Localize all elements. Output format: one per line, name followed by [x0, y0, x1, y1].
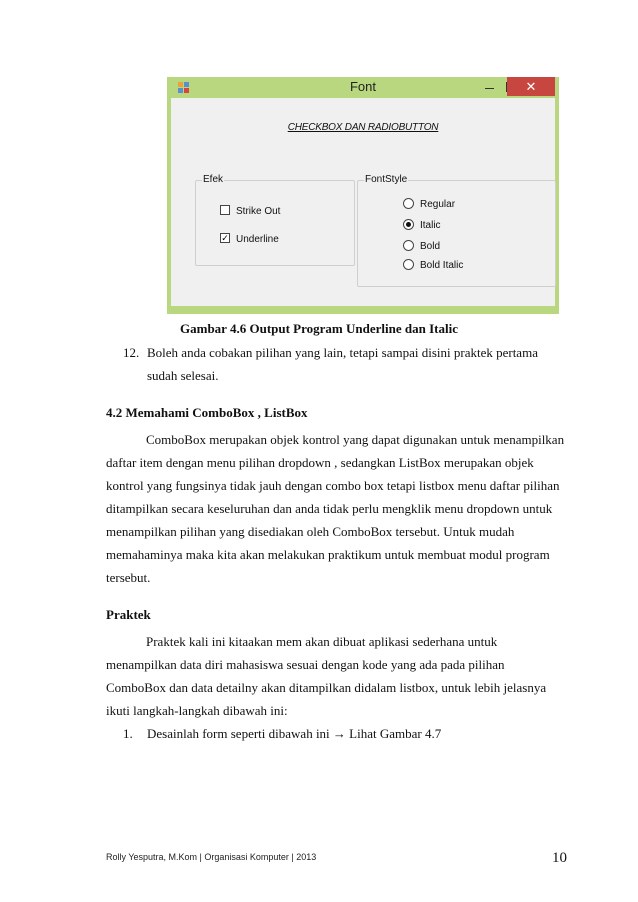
praktek-line: ComboBox dan data detailny akan ditampilkan didalam listbox, untuk lebih jelasnya — [106, 680, 547, 695]
step-1-number: 1. — [123, 726, 133, 741]
step-1-text: Desainlah form seperti dibawah ini — [147, 726, 333, 741]
radio-button[interactable] — [403, 198, 414, 209]
minimize-icon — [485, 88, 494, 89]
step-1-line — [147, 722, 441, 745]
form-window-screenshot — [167, 77, 559, 314]
checkbox-box[interactable] — [220, 205, 230, 215]
step-12-line-1: Boleh anda cobakan pilihan yang lain, tetapi sampai disini praktek pertama — [147, 345, 538, 360]
section-line: ComboBox merupakan objek kontrol yang dapat digunakan untuk menampilkan — [146, 432, 565, 447]
close-icon: ✕ — [525, 79, 537, 94]
minimize-button[interactable] — [478, 77, 500, 96]
checkbox-box-checked[interactable]: ✓ — [221, 233, 229, 244]
section-line: ditampilkan secara keseluruhan dan anda tidak perlu mengklik menu dropdown untuk — [106, 501, 553, 516]
groupbox-fontstyle — [357, 174, 556, 287]
radio-button[interactable] — [403, 240, 414, 251]
section-line: kontrol yang fungsinya tidak jauh dengan combo box tetapi listbox menu daftar pilihan — [106, 478, 560, 493]
step-12-number: 12. — [123, 345, 140, 360]
radio-label: Regular — [420, 199, 456, 210]
section-line: tersebut. — [106, 570, 151, 585]
figure-caption: Gambar 4.6 Output Program Underline dan Italic — [180, 321, 458, 336]
close-button[interactable] — [507, 77, 555, 96]
radio-label: Italic — [420, 220, 441, 231]
section-line: memahaminya maka kita akan melakukan praktikum untuk membuat modul program — [106, 547, 550, 562]
radio-button-selected[interactable] — [403, 219, 414, 230]
arrow-right-icon: → — [332, 726, 346, 741]
page-number: 10 — [552, 850, 567, 866]
checkbox-underline[interactable] — [220, 233, 279, 246]
radio-label: Bold — [420, 241, 441, 252]
step-12-line-2: sudah selesai. — [147, 368, 219, 383]
radio-bold-italic[interactable] — [403, 259, 463, 272]
section-line: menampilkan pilihan yang disediakan oleh ComboBox tersebut. Untuk mudah — [106, 524, 515, 539]
section-line: daftar item dengan menu pilihan dropdown , sedangkan ListBox merupakan objek — [106, 455, 534, 470]
checkbox-strike-out[interactable] — [220, 205, 280, 218]
page-footer-author: Rolly Yesputra, M.Kom | Organisasi Komputer | 2013 — [106, 852, 317, 862]
groupbox-efek — [195, 174, 355, 266]
radio-label: Bold Italic — [420, 260, 464, 271]
radio-regular[interactable] — [403, 198, 455, 211]
groupbox-fontstyle-legend: FontStyle — [365, 174, 408, 185]
groupbox-efek-legend: Efek — [203, 174, 224, 185]
praktek-heading: Praktek — [106, 607, 151, 622]
radio-bold[interactable] — [403, 240, 440, 253]
window-client-area — [171, 98, 555, 306]
step-1-figure-ref: Lihat Gambar 4.7 — [345, 726, 442, 741]
praktek-line: menampilkan data diri mahasiswa sesuai dengan kode yang ada pada pilihan — [106, 657, 505, 672]
praktek-line: ikuti langkah-langkah dibawah ini: — [106, 703, 288, 718]
section-heading: 4.2 Memahami ComboBox , ListBox — [106, 405, 308, 420]
radio-italic[interactable] — [403, 219, 441, 232]
checkbox-label: Underline — [236, 234, 279, 245]
form-heading-label: CHECKBOX DAN RADIOBUTTON — [287, 122, 439, 133]
radio-button[interactable] — [403, 259, 414, 270]
window-title: Font — [349, 79, 376, 94]
praktek-line: Praktek kali ini kitaakan mem akan dibuat aplikasi sederhana untuk — [146, 634, 498, 649]
window-titlebar — [171, 77, 555, 98]
checkbox-label: Strike Out — [236, 206, 281, 217]
